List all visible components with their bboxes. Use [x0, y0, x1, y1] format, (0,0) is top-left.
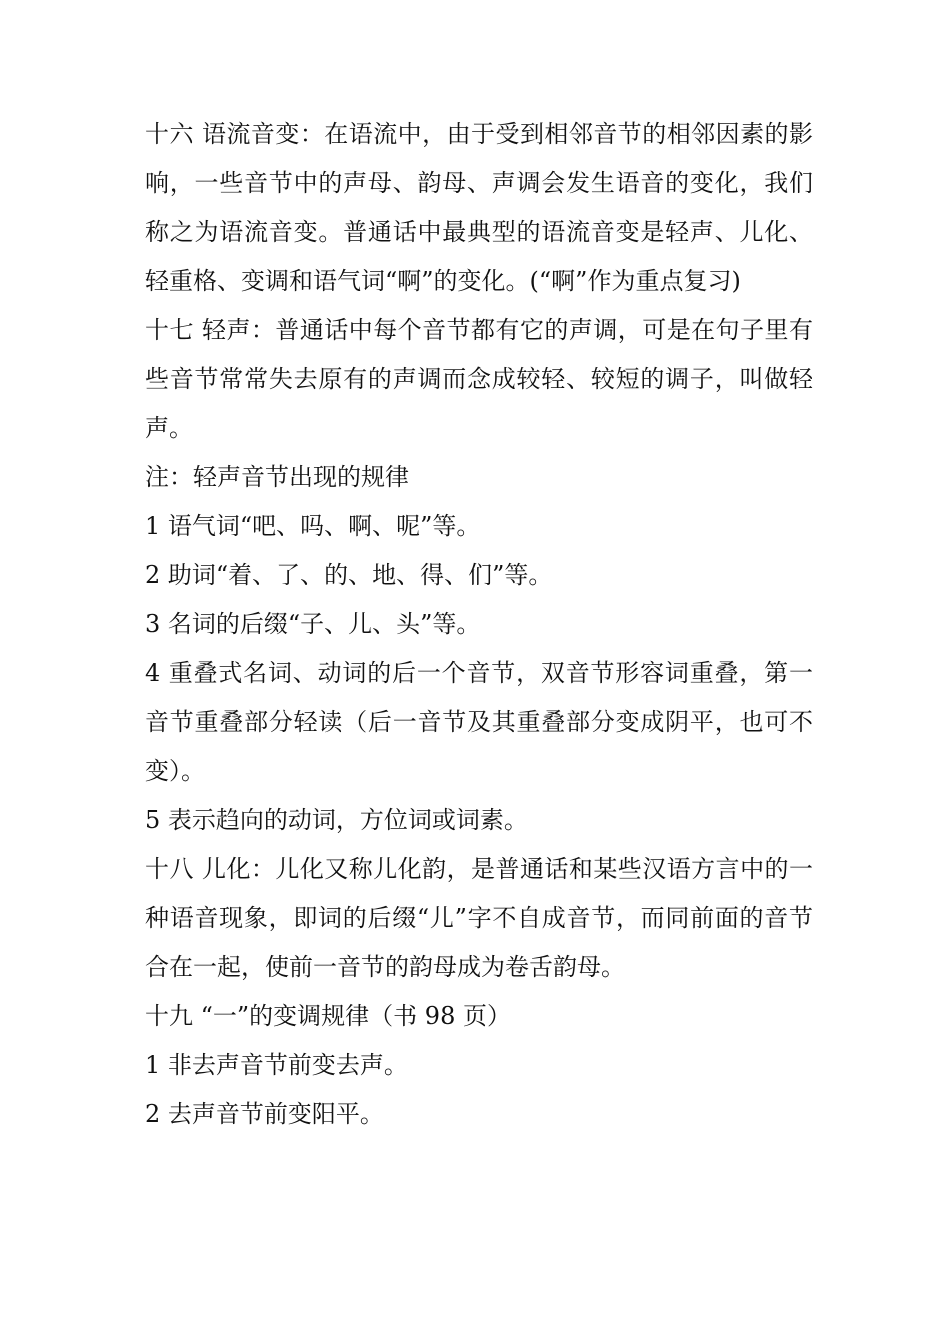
list-item-4: 4 重叠式名词、动词的后一个音节，双音节形容词重叠，第一音节重叠部分轻读（后一音节及其重叠部分变成阴平，也可不变）。	[145, 659, 813, 785]
paragraph-liuliu-yinbian: 十六 语流音变：在语流中，由于受到相邻音节的相邻因素的影响，一些音节中的声母、韵母、声调会发生语音的变化，我们称之为语流音变。普通话中最典型的语流音变是轻声、儿化、轻重格、变调和语气词“啊”的变化。(“啊”作为重点复习)	[145, 120, 813, 295]
document-body	[145, 110, 813, 1139]
paragraph-qingsheng-note: 注：轻声音节出现的规律	[145, 463, 409, 491]
list-item-2: 2 助词“着、了、的、地、得、们”等。	[145, 561, 553, 589]
list-item-yi-1: 1 非去声音节前变去声。	[145, 1051, 408, 1079]
paragraph-yi-biandiao: 十九 “一”的变调规律（书 98 页）	[145, 1002, 511, 1030]
list-item-yi-2: 2 去声音节前变阳平。	[145, 1100, 384, 1128]
list-item-1: 1 语气词“吧、吗、啊、呢”等。	[145, 512, 481, 540]
list-item-5: 5 表示趋向的动词，方位词或词素。	[145, 806, 528, 834]
list-item-3: 3 名词的后缀“子、儿、头”等。	[145, 610, 481, 638]
paragraph-erhua: 十八 儿化：儿化又称儿化韵，是普通话和某些汉语方言中的一种语音现象，即词的后缀“儿”字不自成音节，而同前面的音节合在一起，使前一音节的韵母成为卷舌韵母。	[145, 855, 813, 981]
paragraph-qingsheng: 十七 轻声：普通话中每个音节都有它的声调，可是在句子里有些音节常常失去原有的声调而念成较轻、较短的调子，叫做轻声。	[145, 316, 813, 442]
